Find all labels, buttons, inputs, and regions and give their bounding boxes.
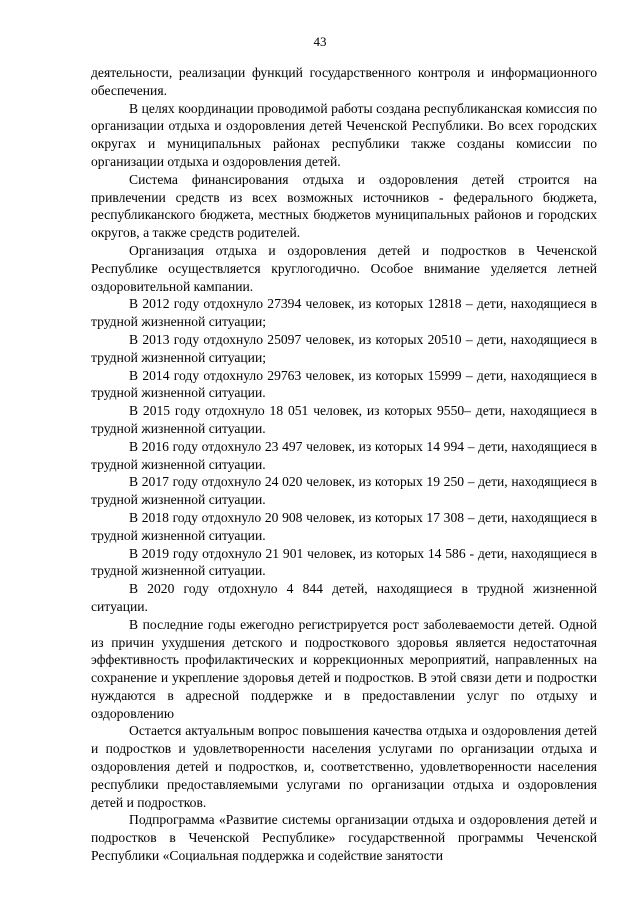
paragraph-year-2016: В 2016 году отдохнуло 23 497 человек, из которых 14 994 – дети, находящиеся в трудной жизненной ситуации. (91, 438, 597, 472)
paragraph-year-2015: В 2015 году отдохнуло 18 051 человек, из которых 9550– дети, находящиеся в трудной жизненной ситуации. (91, 403, 597, 436)
paragraph-subprogram: Подпрограмма «Развитие системы организации отдыха и оздоровления детей и подростков в Чеченской Республике» государственной программы Чеченской Республики «Социальная поддержка и содействие занятости (91, 812, 597, 864)
paragraph-year-2017: В 2017 году отдохнуло 24 020 человек, из которых 19 250 – дети, находящиеся в трудной жизненной ситуации. (91, 474, 597, 508)
paragraph-financing: Система финансирования отдыха и оздоровления детей строится на привлечении средств из всех возможных источников - федерального бюджета, республиканского бюджета, местных бюджетов муниципальных районов и городских округов, а также средств родителей. (91, 171, 597, 241)
paragraph-year-2018: В 2018 году отдохнуло 20 908 человек, из которых 17 308 – дети, находящиеся в трудной жизненной ситуации. (91, 509, 597, 543)
paragraph-year-2019: В 2019 году отдохнуло 21 901 человек, из которых 14 586 - дети, находящиеся в трудной жизненной ситуации. (91, 545, 597, 579)
page-number: 43 (313, 34, 327, 49)
paragraph-quality: Остается актуальным вопрос повышения качества отдыха и оздоровления детей и подростков и удовлетворенности населения услугами по организации отдыха и оздоровления детей и подростков, и, соответственно, удовлетворенности населения республики предоставляемыми услугами по организации отдыха и оздоровления детей и подростков. (91, 723, 597, 810)
paragraph-morbidity: В последние годы ежегодно регистрируется рост заболеваемости детей. Одной из причин ухудшения детского и подросткового здоровья является недостаточная эффективность профилактических и коррекционных мероприятий, направленных на сохранение и укрепление здоровья детей и подростков. В этой связи дети и подростки нуждаются в адресной поддержке и в предоставлении услуг по отдыху и оздоровлению (91, 616, 597, 721)
paragraph-organization: Организация отдыха и оздоровления детей и подростков в Чеченской Республике осуществляется круглогодично. Особое внимание уделяется летней оздоровительной кампании. (91, 242, 597, 294)
paragraph-year-2014: В 2014 году отдохнуло 29763 человек, из которых 15999 – дети, находящиеся в трудной жизненной ситуации. (91, 367, 597, 401)
paragraph-year-2020: В 2020 году отдохнуло 4 844 детей, находящиеся в трудной жизненной ситуации. (91, 581, 597, 614)
document-body (91, 64, 597, 865)
paragraph-year-2013: В 2013 году отдохнуло 25097 человек, из которых 20510 – дети, находящиеся в трудной жизненной ситуации; (91, 331, 597, 365)
paragraph-commission: В целях координации проводимой работы создана республиканская комиссия по организации отдыха и оздоровления детей Чеченской Республики. Во всех городских округах и муниципальных районах республики также созданы комиссии по организации отдыха и оздоровления детей. (91, 100, 597, 169)
paragraph-continuation: деятельности, реализации функций государственного контроля и информационного обеспечения. (91, 65, 597, 98)
paragraph-year-2012: В 2012 году отдохнуло 27394 человек, из которых 12818 – дети, находящиеся в трудной жизненной ситуации; (91, 296, 597, 330)
